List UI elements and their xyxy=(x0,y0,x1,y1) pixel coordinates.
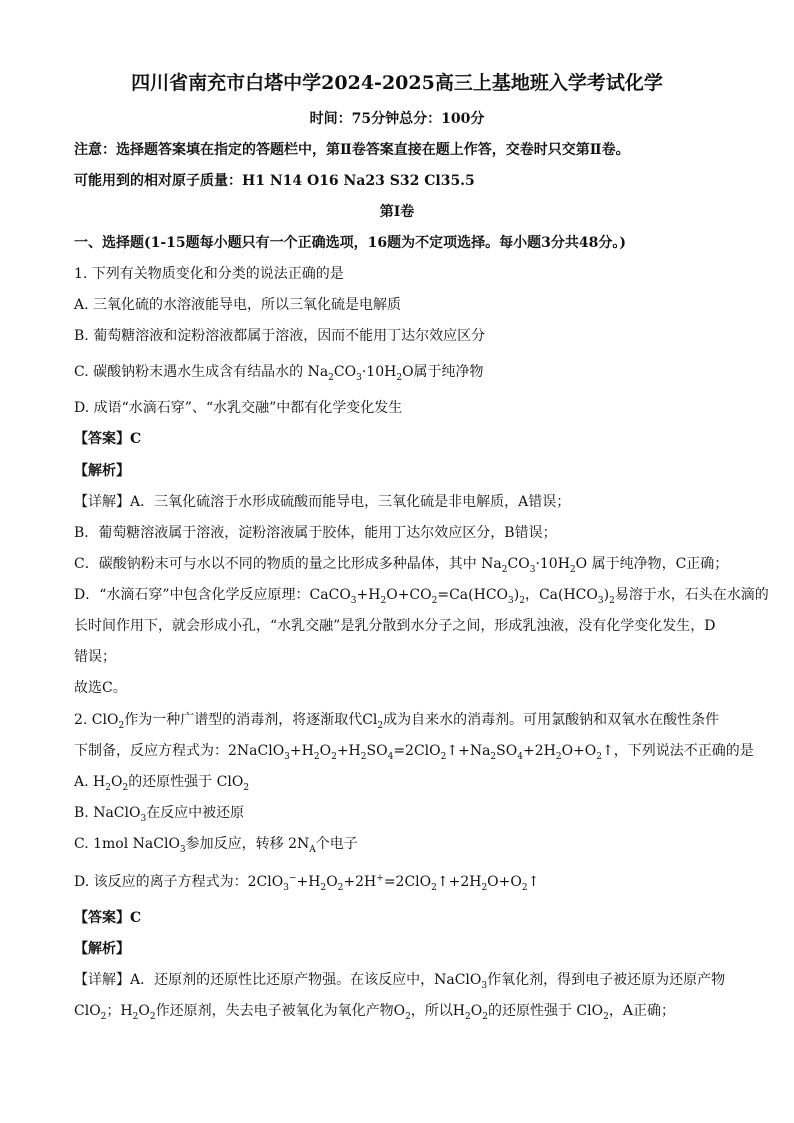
volume-heading: 第Ⅰ卷 xyxy=(379,204,415,220)
q2-option-c: C. 1mol NaClO$_3$参加反应，转移 $2N_A$个电子 xyxy=(74,836,358,855)
q1-detail-b: B．葡萄糖溶液属于溶液，淀粉溶液属于胶体，能用丁达尔效应区分，B错误； xyxy=(74,525,557,541)
q1-option-a: A. 三氧化硫的水溶液能导电，所以三氧化硫是电解质 xyxy=(74,297,402,313)
q1-option-c: C. 碳酸钠粉末遇水生成含有结晶水的 $Na_2CO_3\cdot 10H_2O$属于纯净物 xyxy=(74,364,484,383)
q2-stem-1: 2. ClO$_2$作为一种广谱型的消毒剂，将逐渐取代$Cl_2$成为自来水的消毒剂。可用氯酸钠和双氧水在酸性条件 xyxy=(74,712,720,731)
q1-analysis: 【解析】 xyxy=(74,463,130,479)
section-heading: 一、选择题(1-15题每小题只有一个正确选项，16题为不定项选择。每小题3分共48分。) xyxy=(74,235,626,251)
q1-detail-d-1: D．“水滴石穿”中包含化学反应原理：$CaCO_3+H_2O+CO_2=Ca(HCO_3)_2$，$Ca(HCO_3)_2$易溶于水，石头在水滴的 xyxy=(74,587,769,606)
q2-analysis: 【解析】 xyxy=(74,941,130,957)
q2-answer: 【答案】C xyxy=(74,910,142,926)
q2-stem-2: 下制备，反应方程式为：$2NaClO_3+H_2O_2+H_2SO_4=2ClO_2↑+Na_2SO_4+2H_2O+O_2↑$，下列说法不正确的是 xyxy=(74,743,754,762)
q1-option-b: B. 葡萄糖溶液和淀粉溶液都属于溶液，因而不能用丁达尔效应区分 xyxy=(74,328,486,344)
atomic-mass: 可能用到的相对原子质量：H1 N14 O16 Na23 S32 Cl35.5 xyxy=(74,173,475,189)
q2-option-b: B. NaClO$_3$在反应中被还原 xyxy=(74,805,245,824)
q2-option-a: A. $H_2O_2$的还原性强于 ClO$_2$ xyxy=(74,774,250,793)
q1-conclusion: 故选C。 xyxy=(74,680,127,696)
q1-option-d: D. 成语“水滴石穿”、“水乳交融”中都有化学变化发生 xyxy=(74,400,403,416)
q2-option-d: D. 该反应的离子方程式为：$2ClO_3^-+H_2O_2+2H^+=2ClO_2↑+2H_2O+O_2↑$ xyxy=(74,873,540,893)
q1-detail-c: C．碳酸钠粉末可与水以不同的物质的量之比形成多种晶体，其中 $Na_2CO_3\cdot 10H_2O$ 属于纯净物，C正确； xyxy=(74,556,729,575)
notice: 注意：选择题答案填在指定的答题栏中，第Ⅱ卷答案直接在题上作答，交卷时只交第Ⅱ卷。 xyxy=(74,142,630,158)
q1-detail-d-3: 错误； xyxy=(74,649,116,665)
time-score: 时间：75分钟总分：100分 xyxy=(309,111,485,127)
q1-detail-d-2: 长时间作用下，就会形成小孔，“水乳交融”是乳分散到水分子之间，形成乳浊液，没有化学变化发生，D xyxy=(74,618,716,634)
q2-detail-2: ClO$_2$；$H_2O_2$作还原剂，失去电子被氧化为氧化产物$O_2$，所以$H_2O_2$的还原性强于 ClO$_2$，A正确； xyxy=(74,1003,675,1022)
q1-answer: 【答案】C xyxy=(74,431,142,447)
q1-detail-a: 【详解】A．三氧化硫溶于水形成硫酸而能导电，三氧化硫是非电解质，A错误； xyxy=(74,494,571,510)
q2-detail-1: 【详解】A．还原剂的还原性比还原产物强。在该反应中，NaClO$_3$作氧化剂，得到电子被还原为还原产物 xyxy=(74,972,726,991)
q1-stem: 1. 下列有关物质变化和分类的说法正确的是 xyxy=(74,266,344,282)
exam-title: 四川省南充市白塔中学2024-2025高三上基地班入学考试化学 xyxy=(131,72,663,94)
